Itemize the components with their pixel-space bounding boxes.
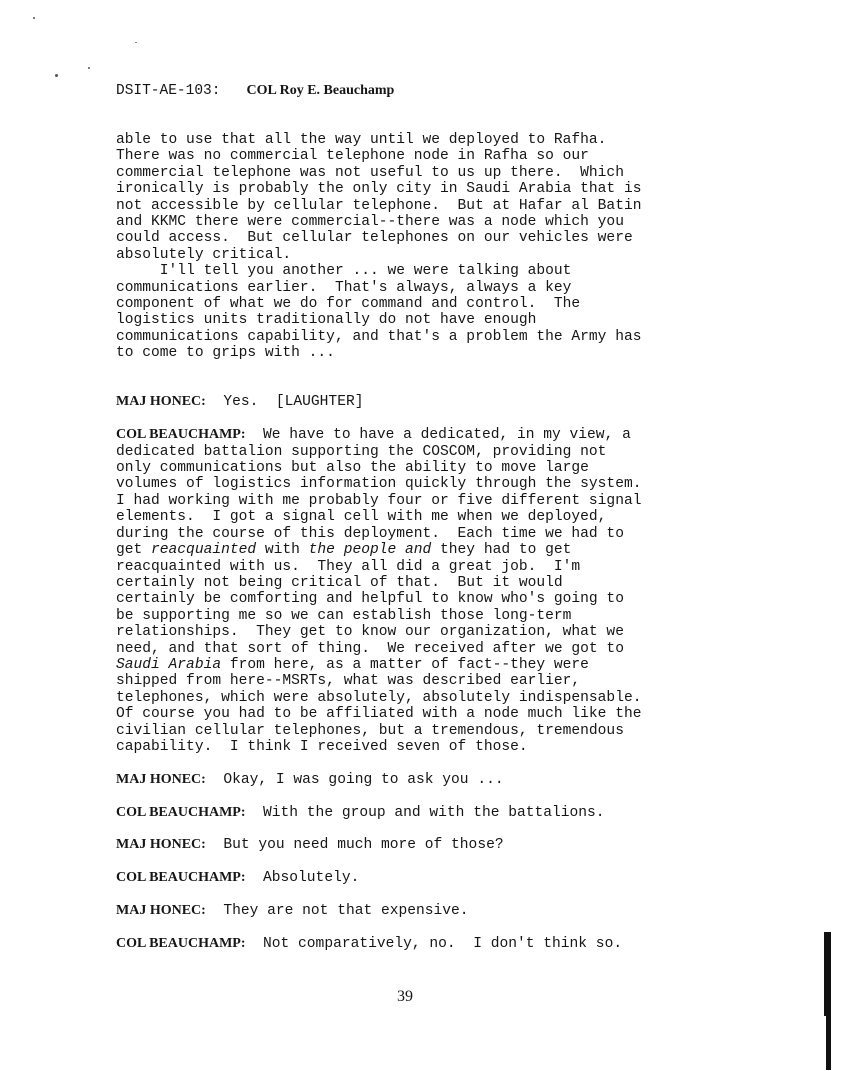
speaker-label: COL BEAUCHAMP: — [116, 935, 246, 951]
text-line: only communications but also the ability to move large — [116, 460, 589, 477]
text-line: civilian cellular telephones, but a tremendous, tremendous — [116, 722, 624, 739]
speaker-label: COL BEAUCHAMP: — [116, 427, 246, 443]
text-line: absolutely critical. — [116, 246, 292, 263]
speaker-label: MAJ HONEC: — [116, 902, 206, 918]
utterance: But you need much more of those? — [205, 837, 504, 854]
text-line: volumes of logistics information quickly through the system. — [116, 476, 642, 493]
second-paragraph — [116, 263, 716, 361]
utterance: We have to have a dedicated, in my view, a — [245, 427, 631, 444]
text-line: I'll tell you another ... we were talking about — [116, 263, 572, 280]
text-line: elements. I got a signal cell with me when we deployed, — [116, 509, 607, 526]
transcript-body — [116, 132, 716, 952]
text-line: get reacquainted with the people and they had to get — [116, 542, 572, 559]
text-line: certainly not being critical of that. But it would — [116, 574, 563, 591]
scan-speck — [88, 67, 90, 69]
scan-edge-bar — [824, 932, 831, 1016]
text-line: dedicated battalion supporting the COSCOM, providing not — [116, 443, 607, 460]
text-line: telephones, which were absolutely, absolutely indispensable. — [116, 689, 642, 706]
utterance: They are not that expensive. — [205, 902, 469, 919]
utterance: With the group and with the battalions. — [245, 804, 605, 821]
scan-edge-bar — [826, 1008, 831, 1070]
text-line: relationships. They get to know our organization, what we — [116, 624, 624, 641]
text-line: to come to grips with ... — [116, 345, 335, 362]
document-id: DSIT-AE-103: — [116, 83, 221, 99]
utterance: Okay, I was going to ask you ... — [205, 771, 504, 788]
utterance: Not comparatively, no. I don't think so. — [245, 935, 623, 952]
speaker-label: MAJ HONEC: — [116, 837, 206, 853]
text-line: during the course of this deployment. Each time we had to — [116, 525, 624, 542]
utterance: Absolutely. — [245, 870, 360, 887]
text-line: communications capability, and that's a problem the Army has — [116, 328, 642, 345]
text-line: commercial telephone was not useful to us up there. Which — [116, 164, 624, 181]
text-line: certainly be comforting and helpful to know who's going to — [116, 591, 624, 608]
exchange-honec-1 — [116, 394, 716, 410]
utterance: Yes. [LAUGHTER] — [205, 394, 364, 411]
text-line: I had working with me probably four or five different signal — [116, 492, 642, 509]
exchange-line — [116, 805, 716, 821]
scan-speck — [55, 74, 58, 77]
text-line: capability. I think I received seven of those. — [116, 738, 528, 755]
speaker-label: COL BEAUCHAMP: — [116, 870, 246, 886]
text-line: communications earlier. That's always, always a key — [116, 279, 572, 296]
scan-speck — [135, 42, 137, 43]
exchange-line — [116, 903, 716, 919]
text-line: component of what we do for command and control. The — [116, 296, 581, 313]
exchange-line — [116, 936, 716, 952]
speaker-label: MAJ HONEC: — [116, 394, 206, 410]
text-line: be supporting me so we can establish those long-term — [116, 607, 572, 624]
page-number: 39 — [397, 988, 413, 1005]
speaker-label: MAJ HONEC: — [116, 771, 206, 787]
text-line: There was no commercial telephone node in Rafha so our — [116, 148, 589, 165]
text-line: not accessible by cellular telephone. But at Hafar al Batin — [116, 197, 642, 214]
scan-speck — [33, 17, 35, 19]
exchange-line — [116, 870, 716, 886]
text-line: ironically is probably the only city in Saudi Arabia that is — [116, 181, 642, 198]
text-line: able to use that all the way until we deployed to Rafha. — [116, 132, 607, 148]
interviewee-name: COL Roy E. Beauchamp — [246, 83, 395, 98]
page-header — [116, 82, 394, 100]
text-line: could access. But cellular telephones on our vehicles were — [116, 230, 633, 247]
text-line: need, and that sort of thing. We received after we got to — [116, 640, 624, 657]
text-line: Saudi Arabia from here, as a matter of fact--they were — [116, 656, 589, 673]
text-line: logistics units traditionally do not have enough — [116, 312, 537, 329]
text-line: shipped from here--MSRTs, what was described earlier, — [116, 673, 581, 690]
exchange-beauchamp-long — [116, 427, 716, 755]
exchange-line — [116, 837, 716, 853]
intro-paragraph — [116, 132, 716, 263]
text-line: Of course you had to be affiliated with a node much like the — [116, 706, 642, 723]
text-line: reacquainted with us. They all did a great job. I'm — [116, 558, 581, 575]
exchange-line — [116, 772, 716, 788]
text-line: and KKMC there were commercial--there was a node which you — [116, 214, 624, 231]
speaker-label: COL BEAUCHAMP: — [116, 804, 246, 820]
